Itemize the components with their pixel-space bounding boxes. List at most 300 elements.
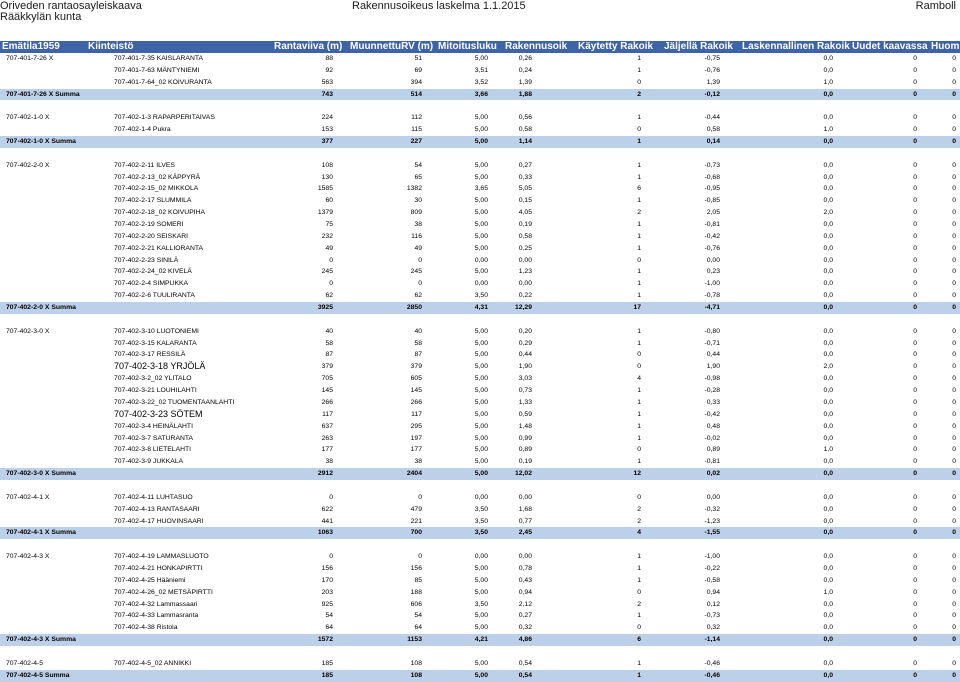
mitoitusluku-cell: 5,00: [474, 339, 488, 347]
jaljella-rakoik-cell: -0,85: [704, 197, 720, 205]
kiinteisto-cell: 707-402-3-15 KALARANTA: [114, 339, 197, 347]
rakennusoik-cell: 0,58: [518, 232, 532, 240]
laskennallinen-rakoik-cell: 0,0: [823, 232, 833, 240]
laskennallinen-rakoik-cell: 0,0: [823, 576, 833, 584]
huom-cell: 0: [952, 232, 956, 240]
table-row[interactable]: [0, 385, 960, 397]
huom-cell: 0: [952, 185, 956, 193]
jaljella-rakoik-cell: 0,02: [706, 470, 720, 478]
laskennallinen-rakoik-cell: 0,0: [823, 434, 833, 442]
huom-cell: 0: [952, 55, 956, 62]
kiinteisto-cell: 707-402-2-23 SINILÄ: [114, 256, 179, 264]
summary-row[interactable]: [0, 468, 960, 480]
rakennusoik-cell: 0,27: [518, 161, 532, 169]
muunnettu-rv-cell: 606: [410, 600, 422, 608]
mitoitusluku-cell: 5,00: [474, 588, 488, 596]
laskennallinen-rakoik-cell: 0,0: [823, 280, 833, 288]
col-header-rakennusoik[interactable]: Rakennusoik: [505, 41, 568, 52]
jaljella-rakoik-cell: 0,12: [706, 600, 720, 608]
huom-cell: 0: [952, 410, 956, 418]
jaljella-rakoik-cell: -0,76: [704, 244, 720, 252]
mitoitusluku-cell: 3,50: [474, 505, 488, 513]
mitoitusluku-cell: 0,00: [474, 493, 488, 501]
muunnettu-rv-cell: 0: [418, 256, 422, 264]
mitoitusluku-cell: 5,00: [474, 221, 488, 229]
muunnettu-rv-cell: 2850: [406, 304, 422, 312]
mitoitusluku-cell: 5,00: [474, 434, 488, 442]
uudet-kaavassa-cell: 0: [913, 90, 917, 98]
table-row[interactable]: [0, 278, 960, 290]
kiinteisto-cell: 707-401-7-64_02 KOIVURANTA: [114, 78, 212, 86]
rantaviiva-cell: 54: [325, 612, 333, 620]
huom-cell: 0: [952, 588, 956, 596]
kaytetty-rakoik-cell: 1: [637, 327, 641, 335]
rakennusoik-cell: 1,39: [518, 78, 532, 86]
mitoitusluku-cell: 5,00: [474, 624, 488, 632]
jaljella-rakoik-cell: -0,75: [704, 55, 720, 62]
kiinteisto-cell: 707-402-3-7 SATURANTA: [114, 434, 194, 442]
rakennusoik-cell: 0,77: [518, 517, 532, 525]
rantaviiva-cell: 0: [329, 256, 333, 264]
laskennallinen-rakoik-cell: 0,0: [823, 90, 833, 98]
muunnettu-rv-cell: 221: [410, 517, 422, 525]
muunnettu-rv-cell: 0: [418, 280, 422, 288]
muunnettu-rv-cell: 38: [414, 221, 422, 229]
kaytetty-rakoik-cell: 1: [637, 161, 641, 169]
uudet-kaavassa-cell: 0: [913, 505, 917, 513]
rakennusoik-cell: 0,00: [518, 553, 532, 561]
uudet-kaavassa-cell: 0: [913, 351, 917, 359]
kiinteisto-cell: 707-402-4-13 RANTASAARI: [114, 505, 200, 513]
muunnettu-rv-cell: 0: [418, 493, 422, 501]
table-row[interactable]: [0, 504, 960, 516]
kaytetty-rakoik-cell: 2: [637, 505, 641, 513]
rakennusoik-cell: 0,15: [518, 197, 532, 205]
table-row[interactable]: [0, 563, 960, 575]
spacer-row: [0, 480, 960, 492]
rantaviiva-cell: 0: [329, 553, 333, 561]
table-row[interactable]: [0, 77, 960, 89]
mitoitusluku-cell: 5,00: [474, 458, 488, 466]
mitoitusluku-cell: 0,00: [474, 256, 488, 264]
huom-cell: 0: [952, 422, 956, 430]
col-header-jaljella-rakoik[interactable]: Jäljellä Rakoik: [664, 41, 733, 52]
kaytetty-rakoik-cell: 6: [637, 185, 641, 193]
laskennallinen-rakoik-cell: 0,0: [823, 636, 833, 644]
laskennallinen-rakoik-cell: 0,0: [823, 244, 833, 252]
laskennallinen-rakoik-cell: 0,0: [823, 600, 833, 608]
uudet-kaavassa-cell: 0: [913, 410, 917, 418]
rantaviiva-cell: 0: [329, 493, 333, 501]
uudet-kaavassa-cell: 0: [913, 612, 917, 620]
muunnettu-rv-cell: 156: [410, 564, 422, 572]
huom-cell: 0: [952, 363, 956, 371]
kaytetty-rakoik-cell: 1: [637, 197, 641, 205]
uudet-kaavassa-cell: 0: [913, 517, 917, 525]
table-row[interactable]: [0, 112, 960, 124]
rantaviiva-cell: 185: [321, 671, 333, 679]
laskennallinen-rakoik-cell: 0,0: [823, 173, 833, 181]
jaljella-rakoik-cell: 0,94: [706, 588, 720, 596]
kaytetty-rakoik-cell: 0: [637, 351, 641, 359]
table-row[interactable]: [0, 219, 960, 231]
table-row[interactable]: [0, 421, 960, 433]
huom-cell: 0: [952, 256, 956, 264]
table-row[interactable]: [0, 195, 960, 207]
huom-cell: 0: [952, 612, 956, 620]
col-header-kiinteisto[interactable]: Kiinteistö: [88, 41, 134, 52]
mitoitusluku-cell: 5,00: [474, 126, 488, 134]
jaljella-rakoik-cell: -0,73: [704, 612, 720, 620]
mitoitusluku-cell: 5,00: [474, 659, 488, 667]
laskennallinen-rakoik-cell: 0,0: [823, 659, 833, 667]
summary-row[interactable]: [0, 670, 960, 682]
kiinteisto-cell: 707-402-2-19 SOMERI: [114, 221, 184, 229]
kaytetty-rakoik-cell: 0: [637, 256, 641, 264]
table-row[interactable]: [0, 444, 960, 456]
huom-cell: 0: [952, 505, 956, 513]
jaljella-rakoik-cell: 0,32: [706, 624, 720, 632]
kaytetty-rakoik-cell: 2: [637, 209, 641, 217]
mitoitusluku-cell: 5,00: [474, 576, 488, 584]
table-row[interactable]: [0, 266, 960, 278]
rakennusoik-cell: 12,02: [514, 470, 532, 478]
mitoitusluku-cell: 0,00: [474, 553, 488, 561]
jaljella-rakoik-cell: 0,89: [706, 446, 720, 454]
kiinteisto-cell: 707-402-4-17 HUOVINSAARI: [114, 517, 204, 525]
summary-row[interactable]: [0, 527, 960, 539]
summary-row[interactable]: [0, 136, 960, 148]
laskennallinen-rakoik-cell: 1,0: [823, 126, 833, 134]
table-row[interactable]: [0, 290, 960, 302]
table-row[interactable]: [0, 243, 960, 255]
uudet-kaavassa-cell: 0: [913, 422, 917, 430]
ematila-cell: 707-402-4-5 Summa: [6, 671, 70, 679]
table-row[interactable]: [0, 658, 960, 670]
table-row[interactable]: [0, 160, 960, 172]
table-row[interactable]: [0, 326, 960, 338]
table-row[interactable]: [0, 255, 960, 267]
huom-cell: 0: [952, 375, 956, 383]
col-header-ematila[interactable]: Emätila1959: [2, 41, 60, 52]
kaytetty-rakoik-cell: 4: [637, 529, 641, 537]
mitoitusluku-cell: 5,00: [474, 209, 488, 217]
rantaviiva-cell: 108: [321, 161, 333, 169]
spacer-row: [0, 148, 960, 160]
laskennallinen-rakoik-cell: 0,0: [823, 387, 833, 395]
muunnettu-rv-cell: 266: [410, 398, 422, 406]
kiinteisto-cell: 707-402-4-5_02 ANNIKKI: [114, 659, 192, 667]
rantaviiva-cell: 130: [321, 173, 333, 181]
kaytetty-rakoik-cell: 1: [637, 612, 641, 620]
kiinteisto-cell: 707-402-4-26_02 METSÄPIRTTI: [114, 588, 213, 596]
huom-cell: 0: [952, 209, 956, 217]
rantaviiva-cell: 622: [321, 505, 333, 513]
huom-cell: 0: [952, 90, 956, 98]
laskennallinen-rakoik-cell: 0,0: [823, 161, 833, 169]
kaytetty-rakoik-cell: 1: [637, 339, 641, 347]
rakennusoik-cell: 0,26: [518, 55, 532, 62]
ematila-cell: 707-402-2-0 X Summa: [6, 304, 76, 312]
jaljella-rakoik-cell: -0,98: [704, 375, 720, 383]
muunnettu-rv-cell: 64: [414, 624, 422, 632]
rakennusoik-cell: 0,58: [518, 126, 532, 134]
table-row[interactable]: [0, 53, 960, 65]
muunnettu-rv-cell: 40: [414, 327, 422, 335]
muunnettu-rv-cell: 54: [414, 612, 422, 620]
huom-cell: 0: [952, 66, 956, 74]
laskennallinen-rakoik-cell: 0,0: [823, 505, 833, 513]
kaytetty-rakoik-cell: 0: [637, 588, 641, 596]
mitoitusluku-cell: 3,50: [474, 529, 488, 537]
mitoitusluku-cell: 5,00: [474, 161, 488, 169]
jaljella-rakoik-cell: -0,71: [704, 339, 720, 347]
table-row[interactable]: [0, 373, 960, 385]
laskennallinen-rakoik-cell: 0,0: [823, 221, 833, 229]
huom-cell: 0: [952, 114, 956, 122]
rakennusoik-cell: 0,22: [518, 292, 532, 300]
municipality-name: Rääkkylän kunta: [0, 11, 82, 23]
ematila-cell: 707-402-4-3 X: [6, 553, 50, 561]
jaljella-rakoik-cell: -0,81: [704, 221, 720, 229]
rantaviiva-cell: 92: [325, 66, 333, 74]
kaytetty-rakoik-cell: 1: [637, 410, 641, 418]
mitoitusluku-cell: 5,00: [474, 244, 488, 252]
table-row[interactable]: [0, 361, 960, 373]
kaytetty-rakoik-cell: 1: [637, 671, 641, 679]
rantaviiva-cell: 441: [321, 517, 333, 525]
rantaviiva-cell: 1379: [317, 209, 333, 217]
table-row[interactable]: [0, 349, 960, 361]
mitoitusluku-cell: 5,00: [474, 268, 488, 276]
laskennallinen-rakoik-cell: 2,0: [823, 209, 833, 217]
ematila-cell: 707-402-3-0 X Summa: [6, 470, 76, 478]
muunnettu-rv-cell: 54: [414, 161, 422, 169]
report-header: [0, 0, 960, 40]
jaljella-rakoik-cell: -1,00: [704, 553, 720, 561]
table-row[interactable]: [0, 183, 960, 195]
uudet-kaavassa-cell: 0: [913, 434, 917, 442]
jaljella-rakoik-cell: -1,00: [704, 280, 720, 288]
rakennusoik-cell: 4,86: [518, 636, 532, 644]
rantaviiva-cell: 263: [321, 434, 333, 442]
kaytetty-rakoik-cell: 1: [637, 268, 641, 276]
kiinteisto-cell: 707-402-2-18_02 KOIVUPIHA: [114, 209, 206, 217]
huom-cell: 0: [952, 280, 956, 288]
rakennusoik-cell: 1,90: [518, 363, 532, 371]
rakennusoik-cell: 0,19: [518, 458, 532, 466]
mitoitusluku-cell: 5,00: [474, 470, 488, 478]
huom-cell: 0: [952, 339, 956, 347]
rakennusoik-cell: 0,78: [518, 564, 532, 572]
col-header-rantaviiva[interactable]: Rantaviiva (m): [274, 41, 343, 52]
col-header-mitoitusluku[interactable]: Mitoitusluku: [438, 41, 497, 52]
kiinteisto-cell: 707-402-3-21 LOUHILAHTI: [114, 387, 197, 395]
table-row[interactable]: [0, 551, 960, 563]
muunnettu-rv-cell: 177: [410, 446, 422, 454]
laskennallinen-rakoik-cell: 0,0: [823, 292, 833, 300]
table-row[interactable]: [0, 409, 960, 421]
laskennallinen-rakoik-cell: 0,0: [823, 671, 833, 679]
huom-cell: 0: [952, 636, 956, 644]
rantaviiva-cell: 743: [321, 90, 333, 98]
kaytetty-rakoik-cell: 0: [637, 78, 641, 86]
rantaviiva-cell: 637: [321, 422, 333, 430]
huom-cell: 0: [952, 292, 956, 300]
laskennallinen-rakoik-cell: 1,0: [823, 78, 833, 86]
kiinteisto-cell: 707-402-3-17 RESSILÄ: [114, 351, 186, 359]
spacer-row: [0, 646, 960, 658]
rantaviiva-cell: 1572: [317, 636, 333, 644]
rantaviiva-cell: 2912: [317, 470, 333, 478]
jaljella-rakoik-cell: -0,42: [704, 410, 720, 418]
rantaviiva-cell: 49: [325, 244, 333, 252]
rakennusoik-cell: 2,45: [518, 529, 532, 537]
huom-cell: 0: [952, 671, 956, 679]
uudet-kaavassa-cell: 0: [913, 244, 917, 252]
uudet-kaavassa-cell: 0: [913, 292, 917, 300]
table-row[interactable]: [0, 207, 960, 219]
muunnettu-rv-cell: 379: [410, 363, 422, 371]
huom-cell: 0: [952, 600, 956, 608]
table-row[interactable]: [0, 610, 960, 622]
uudet-kaavassa-cell: 0: [913, 470, 917, 478]
rakennusoik-cell: 0,33: [518, 173, 532, 181]
col-header-laskennallinen-rakoik[interactable]: Laskennallinen Rakoik: [742, 41, 850, 52]
table-row[interactable]: [0, 433, 960, 445]
laskennallinen-rakoik-cell: 0,0: [823, 114, 833, 122]
mitoitusluku-cell: 3,50: [474, 292, 488, 300]
kaytetty-rakoik-cell: 1: [637, 232, 641, 240]
uudet-kaavassa-cell: 0: [913, 576, 917, 584]
rantaviiva-cell: 1585: [317, 185, 333, 193]
jaljella-rakoik-cell: 0,14: [706, 138, 720, 146]
kiinteisto-cell: 707-402-2-24_02 KIVELÄ: [114, 268, 192, 276]
laskennallinen-rakoik-cell: 0,0: [823, 66, 833, 74]
laskennallinen-rakoik-cell: 1,0: [823, 588, 833, 596]
huom-cell: 0: [952, 434, 956, 442]
muunnettu-rv-cell: 30: [414, 197, 422, 205]
table-row[interactable]: [0, 456, 960, 468]
rantaviiva-cell: 153: [321, 126, 333, 134]
jaljella-rakoik-cell: 0,44: [706, 351, 720, 359]
jaljella-rakoik-cell: 0,00: [706, 256, 720, 264]
summary-row[interactable]: [0, 634, 960, 646]
laskennallinen-rakoik-cell: 0,0: [823, 529, 833, 537]
muunnettu-rv-cell: 38: [414, 458, 422, 466]
mitoitusluku-cell: 4,31: [474, 304, 488, 312]
laskennallinen-rakoik-cell: 0,0: [823, 493, 833, 501]
laskennallinen-rakoik-cell: 0,0: [823, 339, 833, 347]
mitoitusluku-cell: 5,00: [474, 671, 488, 679]
kaytetty-rakoik-cell: 1: [637, 173, 641, 181]
table-row[interactable]: [0, 172, 960, 184]
muunnettu-rv-cell: 108: [410, 659, 422, 667]
rantaviiva-cell: 75: [325, 221, 333, 229]
uudet-kaavassa-cell: 0: [913, 636, 917, 644]
kiinteisto-cell: 707-402-2-6 TUULIRANTA: [114, 292, 195, 300]
table-row[interactable]: [0, 575, 960, 587]
table-row[interactable]: [0, 231, 960, 243]
table-row[interactable]: [0, 65, 960, 77]
col-header-huom[interactable]: Huom: [931, 41, 960, 52]
table-row[interactable]: [0, 338, 960, 350]
summary-row[interactable]: [0, 302, 960, 314]
rakennusoik-cell: 0,20: [518, 327, 532, 335]
mitoitusluku-cell: 0,00: [474, 280, 488, 288]
company-name: Ramboll: [915, 0, 956, 12]
col-header-kaytetty-rakoik[interactable]: Käytetty Rakoik: [578, 41, 654, 52]
mitoitusluku-cell: 5,00: [474, 612, 488, 620]
kiinteisto-cell: 707-402-2-21 KALLIORANTA: [114, 244, 204, 252]
table-row[interactable]: [0, 397, 960, 409]
col-header-uudet-kaavassa[interactable]: Uudet kaavassa: [852, 41, 928, 52]
huom-cell: 0: [952, 493, 956, 501]
kiinteisto-cell: 707-402-2-13_02 KÄPPYRÄ: [114, 173, 201, 181]
ematila-cell: 707-402-1-0 X Summa: [6, 138, 76, 146]
kiinteisto-cell: 707-402-3-23 SÖTEM: [114, 408, 203, 419]
rakennusoik-cell: 1,14: [518, 138, 532, 146]
summary-row[interactable]: [0, 89, 960, 101]
jaljella-rakoik-cell: -0,76: [704, 66, 720, 74]
kaytetty-rakoik-cell: 2: [637, 90, 641, 98]
kaytetty-rakoik-cell: 6: [637, 636, 641, 644]
table-row[interactable]: [0, 492, 960, 504]
jaljella-rakoik-cell: -0,81: [704, 458, 720, 466]
huom-cell: 0: [952, 529, 956, 537]
rakennusoik-cell: 1,33: [518, 398, 532, 406]
rakennusoik-cell: 0,24: [518, 66, 532, 74]
kiinteisto-cell: 707-401-7-63 MÄNTYNIEMI: [114, 66, 200, 74]
huom-cell: 0: [952, 517, 956, 525]
uudet-kaavassa-cell: 0: [913, 232, 917, 240]
rantaviiva-cell: 156: [321, 564, 333, 572]
laskennallinen-rakoik-cell: 0,0: [823, 268, 833, 276]
kiinteisto-cell: 707-402-3-2_02 YLITALO: [114, 375, 192, 383]
kaytetty-rakoik-cell: 1: [637, 221, 641, 229]
table-row[interactable]: [0, 587, 960, 599]
rakennusoik-cell: 0,99: [518, 434, 532, 442]
jaljella-rakoik-cell: -0,95: [704, 185, 720, 193]
kaytetty-rakoik-cell: 1: [637, 244, 641, 252]
mitoitusluku-cell: 5,00: [474, 564, 488, 572]
rakennusoik-cell: 0,00: [518, 280, 532, 288]
rakennusoik-cell: 5,05: [518, 185, 532, 193]
rakennusoik-cell: 2,12: [518, 600, 532, 608]
table-row[interactable]: [0, 516, 960, 528]
mitoitusluku-cell: 5,00: [474, 55, 488, 62]
mitoitusluku-cell: 5,00: [474, 173, 488, 181]
rakennusoik-cell: 0,00: [518, 493, 532, 501]
col-header-muunnettu-rv[interactable]: MuunnettuRV (m): [350, 41, 434, 52]
huom-cell: 0: [952, 564, 956, 572]
muunnettu-rv-cell: 1153: [407, 636, 422, 644]
jaljella-rakoik-cell: -0,80: [704, 327, 720, 335]
rakennusoik-cell: 12,29: [514, 304, 532, 312]
laskennallinen-rakoik-cell: 0,0: [823, 398, 833, 406]
kiinteisto-cell: 707-402-4-21 HONKAPIRTTI: [114, 564, 203, 572]
table-row[interactable]: [0, 124, 960, 136]
uudet-kaavassa-cell: 0: [913, 185, 917, 193]
laskennallinen-rakoik-cell: 0,0: [823, 55, 833, 62]
uudet-kaavassa-cell: 0: [913, 221, 917, 229]
kaytetty-rakoik-cell: 1: [637, 422, 641, 430]
kaytetty-rakoik-cell: 1: [637, 387, 641, 395]
table-row[interactable]: [0, 599, 960, 611]
kaytetty-rakoik-cell: 1: [637, 66, 641, 74]
table-row[interactable]: [0, 622, 960, 634]
mitoitusluku-cell: 5,00: [474, 351, 488, 359]
